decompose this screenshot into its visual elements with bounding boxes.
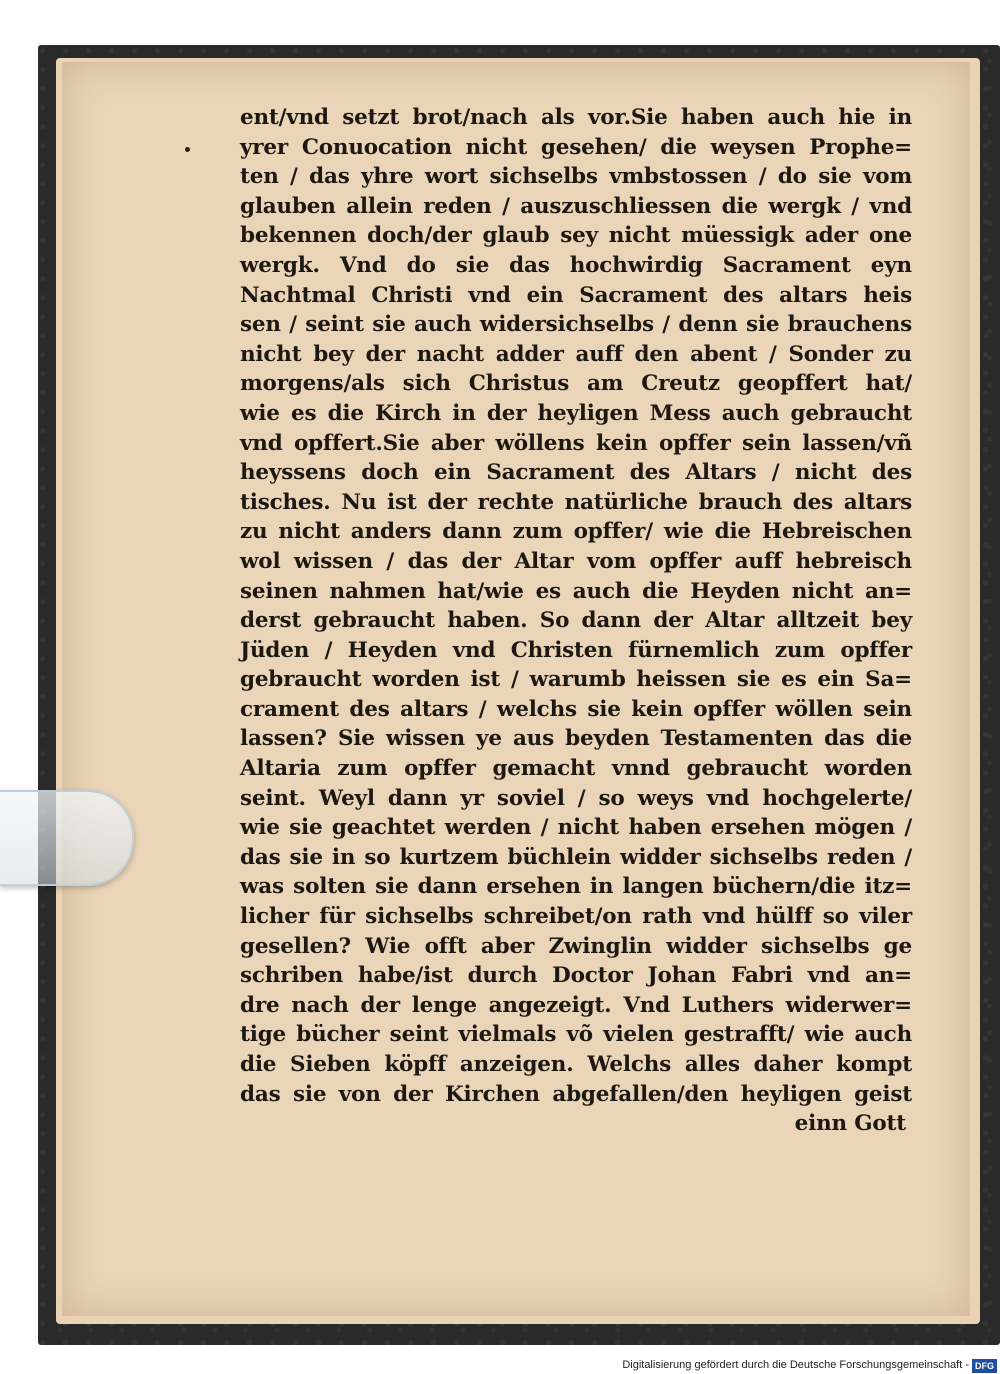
text-line: derst gebraucht haben. So dann der Altar alltzeit bey bbox=[240, 608, 912, 634]
page-text bbox=[240, 103, 912, 1139]
text-line: wol wissen / das der Altar vom opffer auff hebreisch bbox=[240, 548, 912, 574]
text-line: wie es die Kirch in der heyligen Mess auch gebraucht bbox=[240, 400, 912, 426]
funding-credit: Digitalisierung gefördert durch die Deutsche Forschungsgemeinschaft - bbox=[622, 1359, 969, 1371]
text-line: Jüden / Heyden vnd Christen fürnemlich zum opffer bbox=[240, 637, 912, 663]
text-line: Nachtmal Christi vnd ein Sacrament des altars heis bbox=[240, 282, 912, 308]
text-line: dre nach der lenge angezeigt. Vnd Luthers widerwer= bbox=[240, 992, 912, 1018]
text-line: nicht bey der nacht adder auff den abent / Sonder zu bbox=[240, 341, 912, 367]
text-line: gesellen? Wie offt aber Zwinglin widder sichselbs ge bbox=[240, 933, 912, 959]
text-line: ten / das yhre wort sichselbs vmbstossen / do sie vom bbox=[240, 164, 912, 190]
text-line: das sie in so kurtzem büchlein widder sichselbs reden / bbox=[240, 844, 912, 870]
text-line: heyssens doch ein Sacrament des Altars / nicht des bbox=[240, 460, 912, 486]
text-line: zu nicht anders dann zum opffer/ wie die Hebreischen bbox=[240, 519, 912, 545]
text-line: einn Gott bbox=[794, 1111, 906, 1137]
text-line: seint. Weyl dann yr soviel / so weys vnd hochgelerte/ bbox=[240, 785, 912, 811]
text-line: bekennen doch/der glaub sey nicht müessigk ader one bbox=[240, 223, 912, 249]
text-line: was solten sie dann ersehen in langen büchern/die itz= bbox=[240, 874, 912, 900]
text-line: yrer Conuocation nicht gesehen/ die weysen Prophe= bbox=[240, 134, 912, 160]
text-line: seinen nahmen hat/wie es auch die Heyden nicht an= bbox=[240, 578, 912, 604]
text-line: Altaria zum opffer gemacht vnnd gebraucht worden bbox=[240, 756, 912, 782]
text-line: sen / seint sie auch widersichselbs / denn sie brauchens bbox=[240, 312, 912, 338]
text-line: ent/vnd setzt brot/nach als vor.Sie haben auch hie in bbox=[240, 105, 912, 130]
text-line: das sie von der Kirchen abgefallen/den heyligen geist bbox=[240, 1081, 912, 1107]
text-line: licher für sichselbs schreibet/on rath vnd hülff so viler bbox=[240, 904, 912, 930]
text-line: vnd opffert.Sie aber wöllens kein opffer sein lassen/vñ bbox=[240, 430, 912, 456]
text-line: morgens/als sich Christus am Creutz geopffert hat/ bbox=[240, 371, 912, 397]
text-line: tige bücher seint vielmals võ vielen gestrafft/ wie auch bbox=[240, 1022, 912, 1048]
text-line: gebraucht worden ist / warumb heissen sie es ein Sa= bbox=[240, 667, 912, 693]
text-line: lassen? Sie wissen ye aus beyden Testamenten das die bbox=[240, 726, 912, 752]
text-line: tisches. Nu ist der rechte natürliche brauch des altars bbox=[240, 489, 912, 515]
text-line: schriben habe/ist durch Doctor Johan Fabri vnd an= bbox=[240, 963, 912, 989]
text-line: wie sie geachtet werden / nicht haben ersehen mögen / bbox=[240, 815, 912, 841]
text-line: wergk. Vnd do sie das hochwirdig Sacrament eyn bbox=[240, 252, 912, 278]
text-line: glauben allein reden / auszuschliessen die wergk / vnd bbox=[240, 193, 912, 219]
text-line: die Sieben köpff anzeigen. Welchs alles daher kompt bbox=[240, 1052, 912, 1077]
page-holder-clip bbox=[0, 790, 134, 886]
ink-spot bbox=[185, 147, 190, 152]
dfg-logo-icon: DFG bbox=[972, 1359, 997, 1373]
text-line: crament des altars / welchs sie kein opffer wöllen sein bbox=[240, 696, 912, 722]
footer-bar bbox=[0, 1355, 1000, 1374]
